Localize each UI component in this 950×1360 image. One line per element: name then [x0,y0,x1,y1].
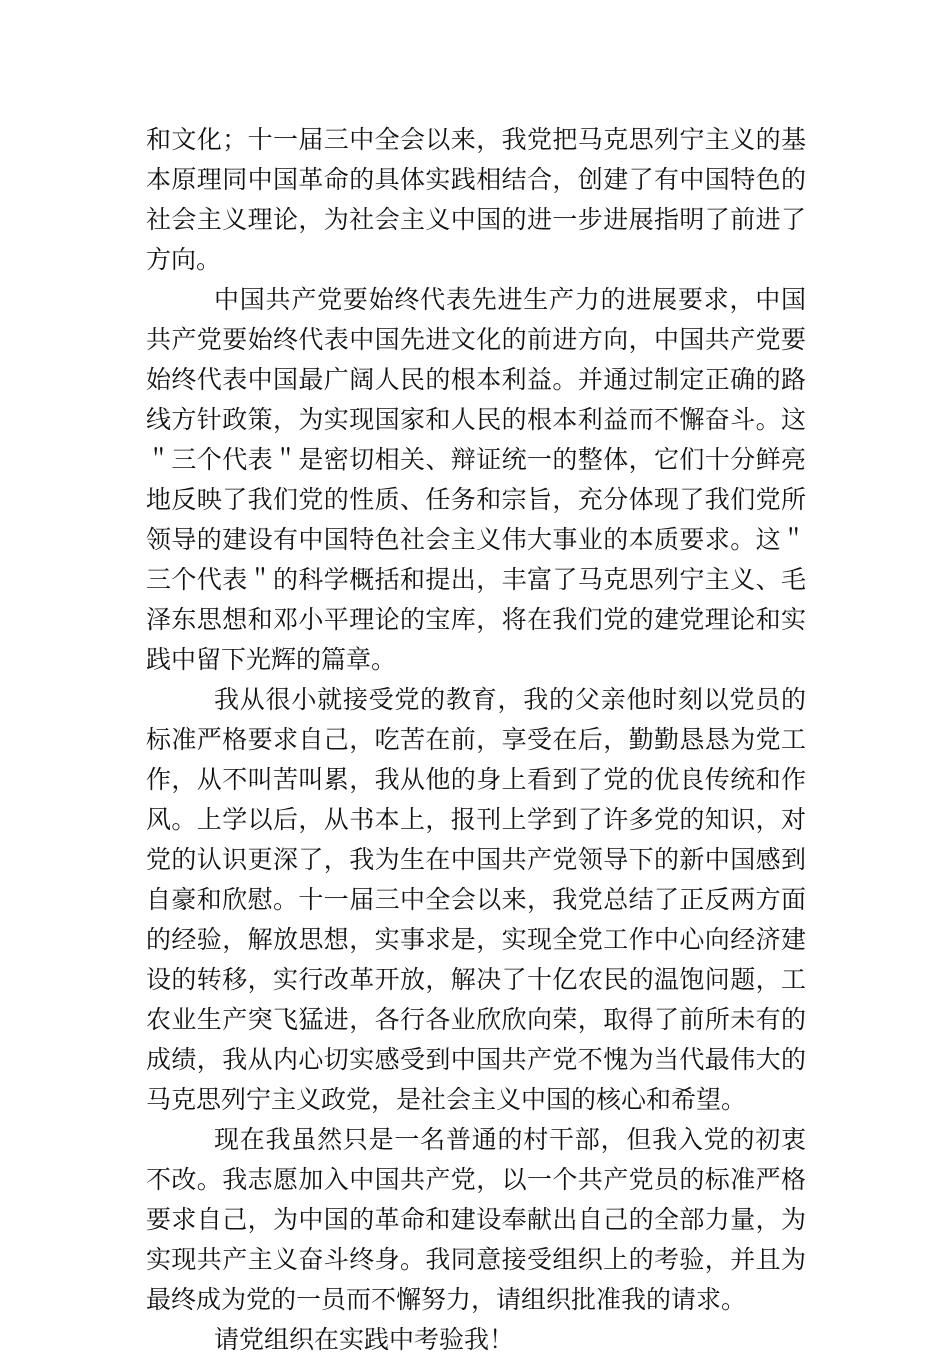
paragraph-application-pledge: 现在我虽然只是一名普通的村干部，但我入党的初衷不改。我志愿加入中国共产党，以一个共产党员的标准严格要求自己，为中国的革命和建设奉献出自己的全部力量，为实现共产主义奋斗终身。我同意接受组织上的考验，并且为最终成为党的一员而不懈努力，请组织批准我的请求。 [146,1125,806,1314]
paragraph-personal-experience: 我从很小就接受党的教育，我的父亲他时刻以党员的标准严格要求自己，吃苦在前，享受在后，勤勤恳恳为党工作，从不叫苦叫累，我从他的身上看到了党的优良传统和作风。上学以后，从书本上，报刊上学到了许多党的知识，对党的认识更深了，我为生在中国共产党领导下的新中国感到自豪和欣慰。十一届三中全会以来，我党总结了正反两方面的经验，解放思想，实事求是，实现全党工作中心向经济建设的转移，实行改革开放，解决了十亿农民的温饱问题，工农业生产突飞猛进，各行各业欣欣向荣，取得了前所未有的成绩，我从内心切实感受到中国共产党不愧为当代最伟大的马克思列宁主义政党，是社会主义中国的核心和希望。 [146,685,806,1114]
document-body [146,120,806,1360]
paragraph-continued: 和文化；十一届三中全会以来，我党把马克思列宁主义的基本原理同中国革命的具体实践相结合，创建了有中国特色的社会主义理论，为社会主义中国的进一步进展指明了前进了方向。 [146,125,806,274]
paragraph-closing: 请党组织在实践中考验我！ [214,1325,515,1354]
paragraph-three-represents: 中国共产党要始终代表先进生产力的进展要求，中国共产党要始终代表中国先进文化的前进方向，中国共产党要始终代表中国最广阔人民的根本利益。并通过制定正确的路线方针政策，为实现国家和人民的根本利益而不懈奋斗。这＂三个代表＂是密切相关、辩证统一的整体，它们十分鲜亮地反映了我们党的性质、任务和宗旨，充分体现了我们党所领导的建设有中国特色社会主义伟大事业的本质要求。这＂三个代表＂的科学概括和提出，丰富了马克思列宁主义、毛泽东思想和邓小平理论的宝库，将在我们党的建党理论和实践中留下光辉的篇章。 [146,285,806,674]
